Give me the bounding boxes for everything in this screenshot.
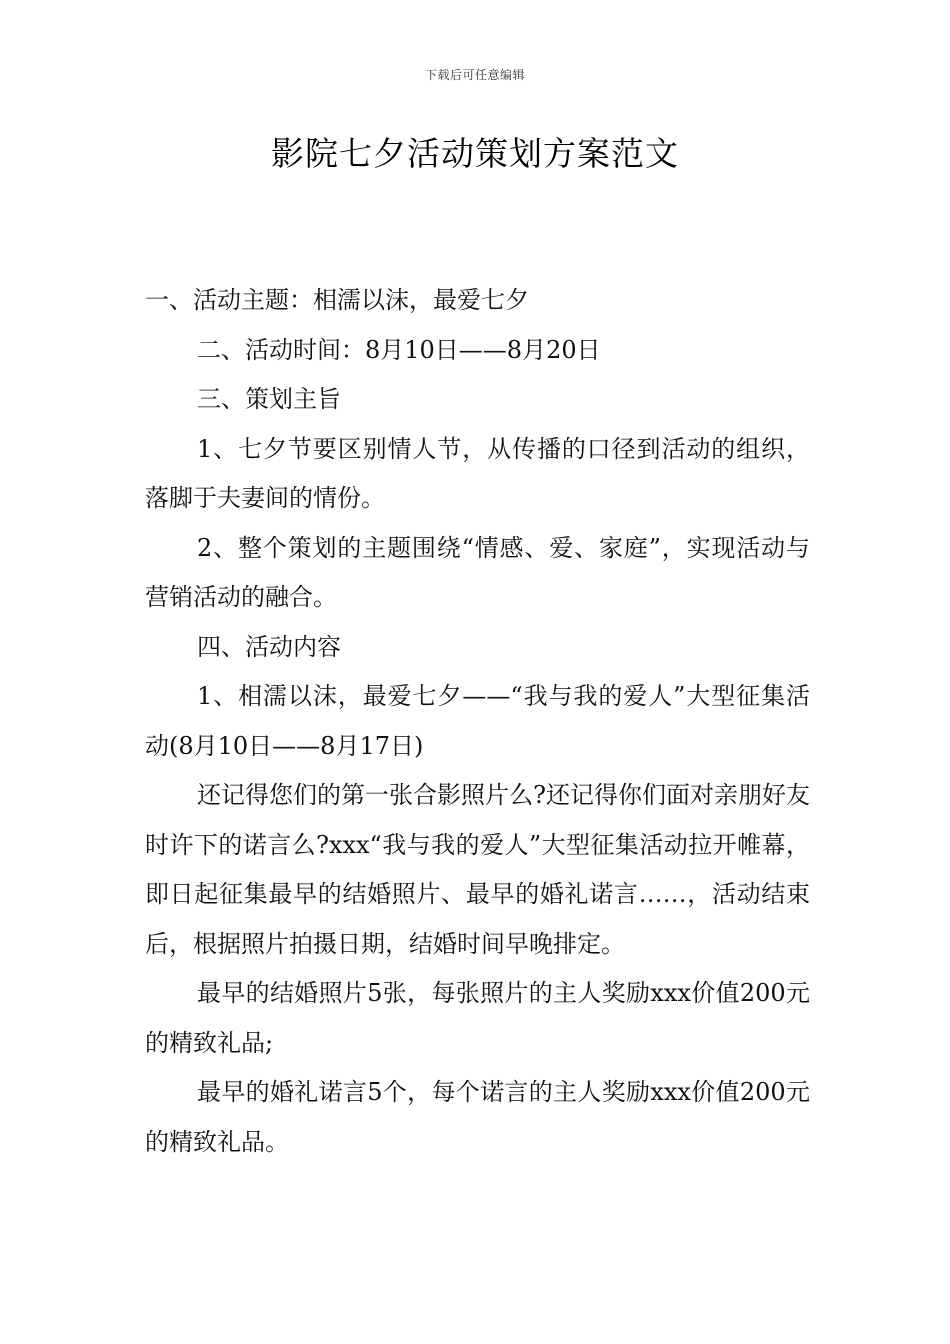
paragraph-content-heading: 四、活动内容 [197,632,341,661]
paragraph-prize-vows: 最早的婚礼诺言5个，每个诺言的主人奖励xxx价值200元的精致礼品。 [145,1078,810,1156]
paragraph-prize-photos: 最早的结婚照片5张，每张照片的主人奖励xxx价值200元的精致礼品; [145,979,810,1057]
paragraph-content-description: 还记得您们的第一张合影照片么?还记得你们面对亲朋好友时许下的诺言么?xxx“我与我的爱人”大型征集活动拉开帷幕，即日起征集最早的结婚照片、最早的婚礼诺言……，活动结束后，根据照片拍摄日期，结婚时间早晚排定。 [145,781,810,958]
paragraph-purpose-heading: 三、策划主旨 [197,385,341,413]
document-body [145,276,810,1167]
paragraph-purpose-2: 2、整个策划的主题围绕“情感、爱、家庭”，实现活动与营销活动的融合。 [145,533,810,611]
paragraph-theme: 一、活动主题：相濡以沫，最爱七夕 [145,286,529,314]
paragraph-content-1: 1、相濡以沫，最爱七夕——“我与我的爱人”大型征集活动(8月10日——8月17日) [145,682,810,760]
paragraph-purpose-1: 1、七夕节要区别情人节，从传播的口径到活动的组织，落脚于夫妻间的情份。 [145,434,810,512]
header-note: 下载后可任意编辑 [424,68,525,82]
document-title: 影院七夕活动策划方案范文 [271,134,679,173]
paragraph-time: 二、活动时间：8月10日——8月20日 [197,335,601,364]
